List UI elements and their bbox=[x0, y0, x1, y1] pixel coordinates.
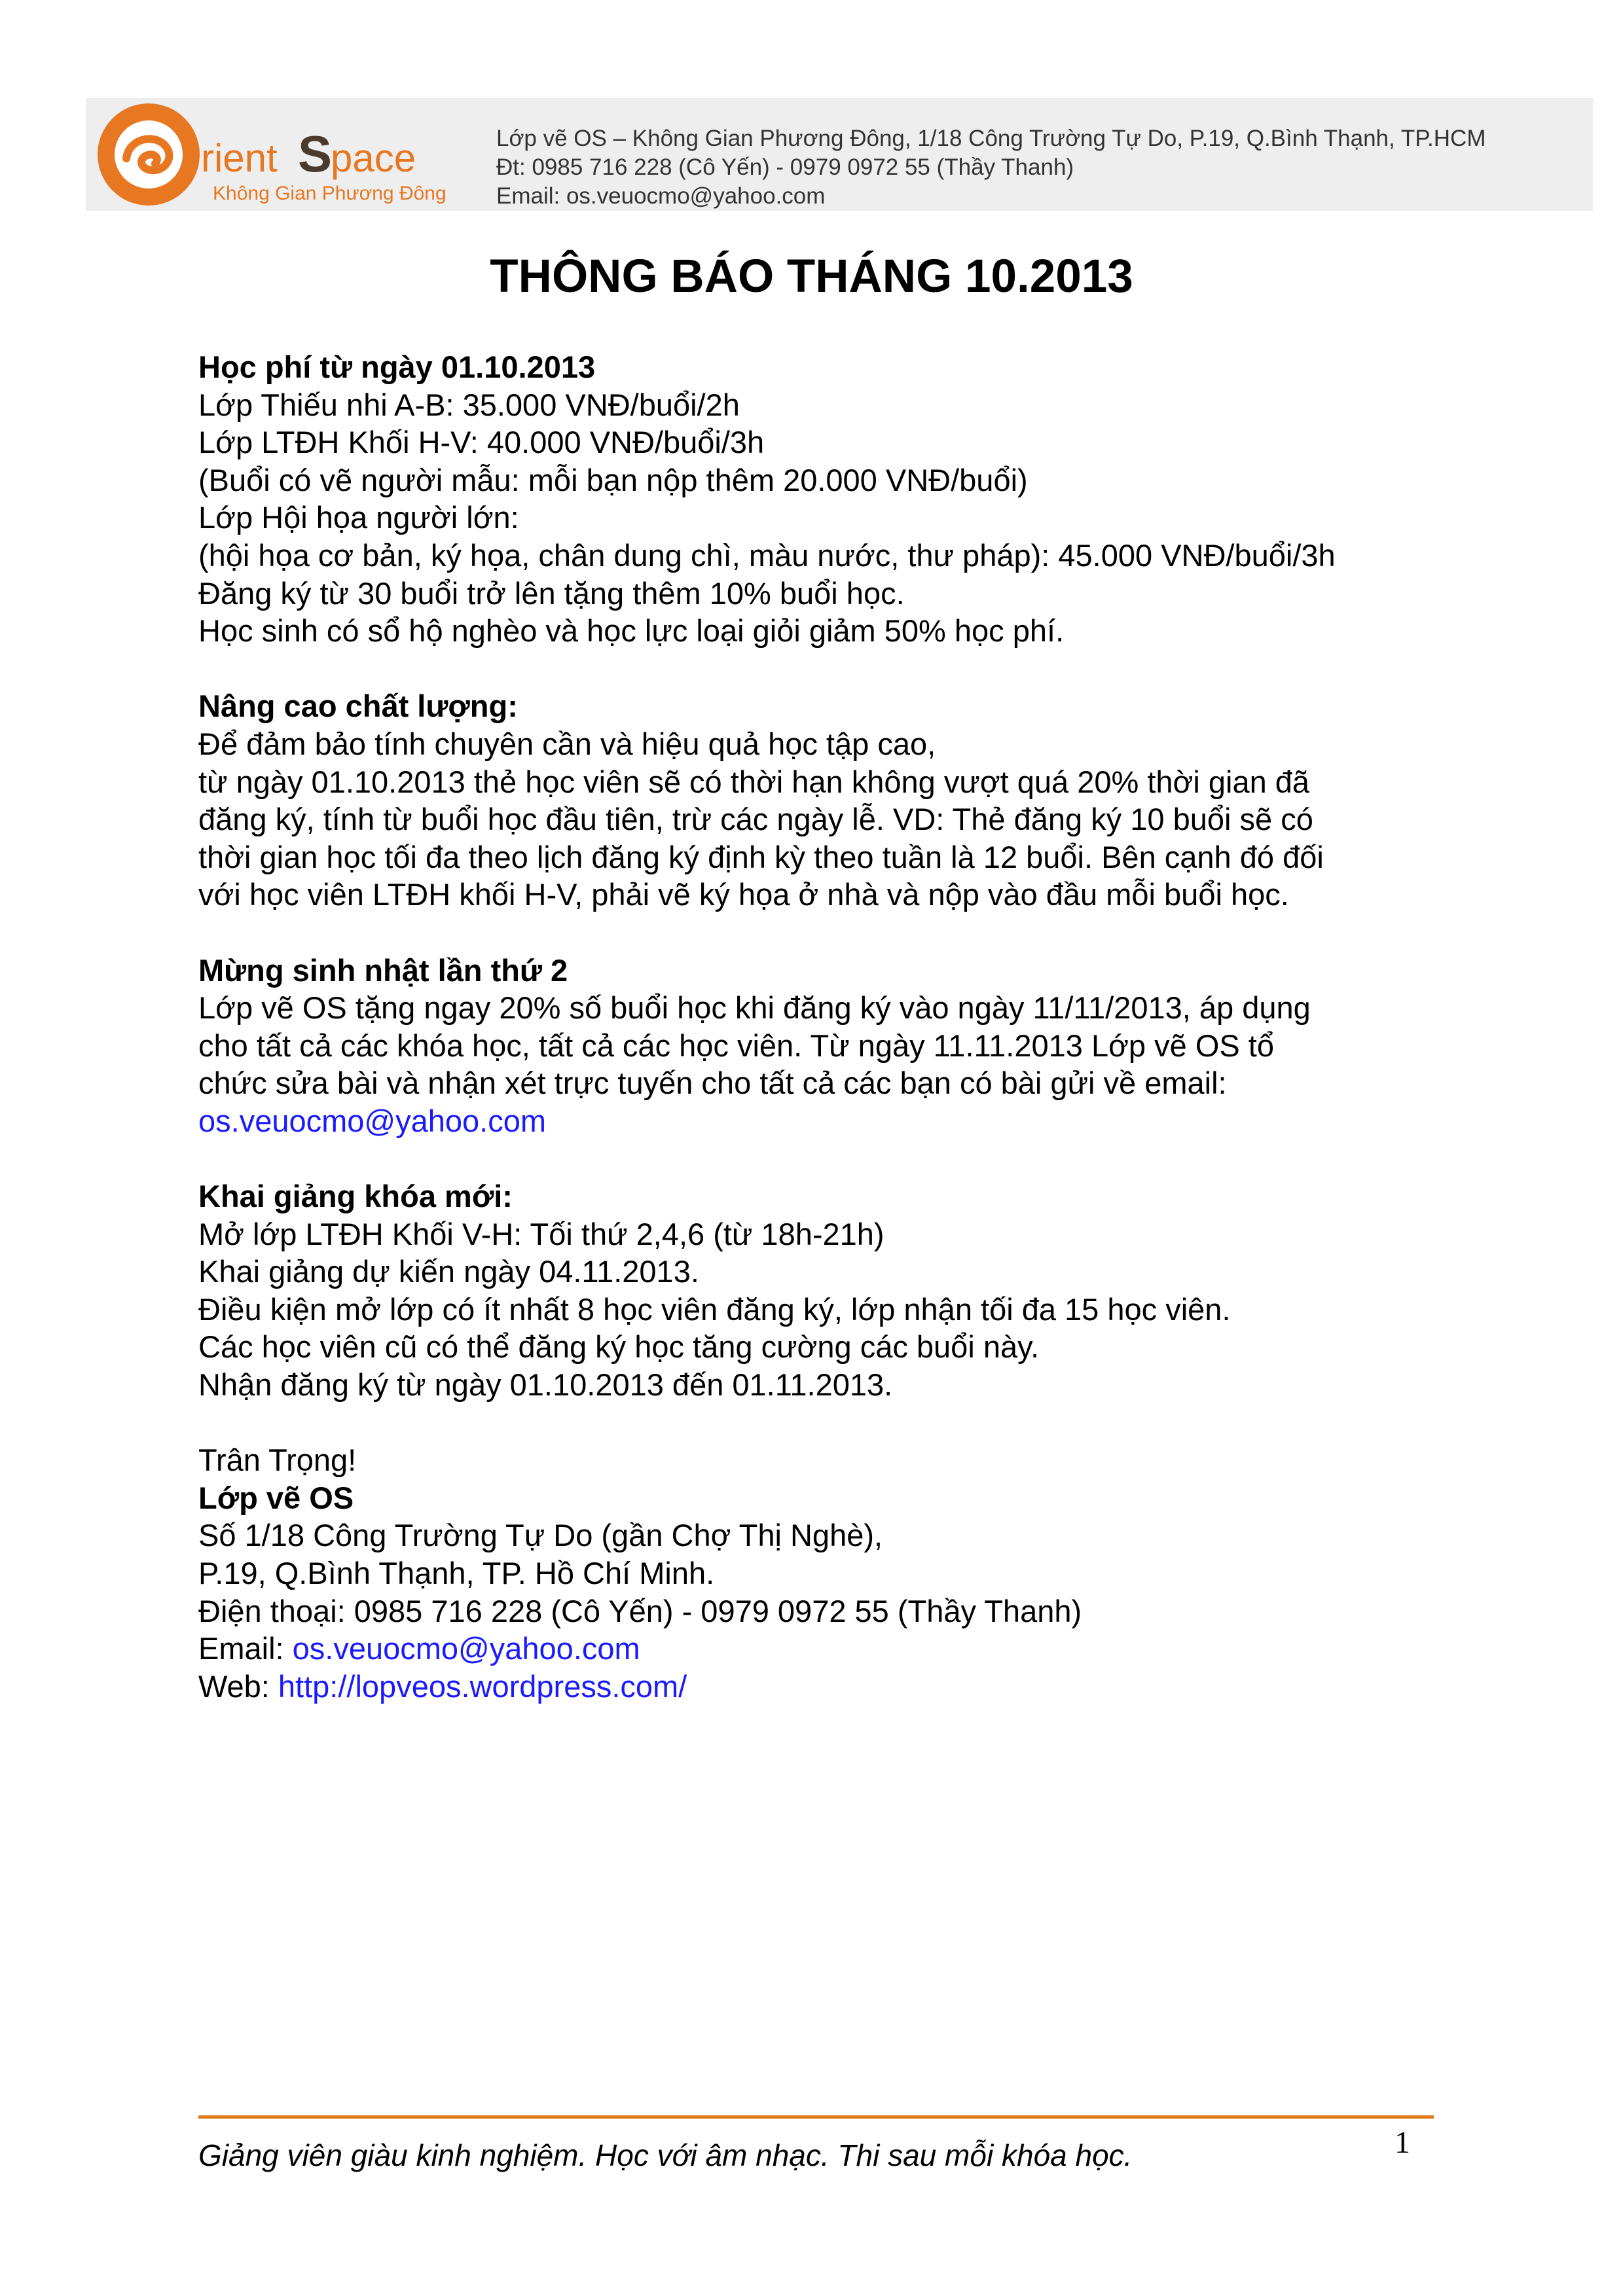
page-number: 1 bbox=[1395, 2125, 1410, 2160]
new-course-line: Khai giảng dự kiến ngày 04.11.2013. bbox=[198, 1254, 699, 1289]
tuition-line: Đăng ký từ 30 buổi trở lên tặng thêm 10% buổi học. bbox=[198, 575, 905, 611]
section-spacer bbox=[198, 1139, 1475, 1177]
new-course-line: Mở lớp LTĐH Khối V-H: Tối thứ 2,4,6 (từ 18h-21h) bbox=[198, 1216, 884, 1251]
section-spacer bbox=[198, 650, 1475, 688]
new-course-line: Nhận đăng ký từ ngày 01.10.2013 đến 01.11.2013. bbox=[198, 1367, 893, 1403]
closing-email-row bbox=[198, 1630, 1475, 1668]
tuition-line: Lớp Hội họa người lớn: bbox=[198, 500, 519, 535]
footer-note: Giảng viên giàu kinh nghiệm. Học với âm nhạc. Thi sau mỗi khóa học. bbox=[198, 2138, 1133, 2172]
closing-email-link[interactable]: os.veuocmo@yahoo.com bbox=[292, 1631, 640, 1666]
svg-text:S: S bbox=[298, 125, 333, 183]
closing-signature: Lớp vẽ OS bbox=[198, 1480, 354, 1515]
section-spacer bbox=[198, 914, 1475, 952]
section-spacer bbox=[198, 1404, 1475, 1442]
tuition-line: Học sinh có sổ hộ nghèo và học lực loại giỏi giảm 50% học phí. bbox=[198, 613, 1065, 649]
birthday-line: Lớp vẽ OS tặng ngay 20% số buổi học khi đăng ký vào ngày 11/11/2013, áp dụng bbox=[198, 990, 1311, 1026]
tuition-line: Lớp LTĐH Khối H-V: 40.000 VNĐ/buổi/3h bbox=[198, 425, 765, 460]
birthday-email-link[interactable]: os.veuocmo@yahoo.com bbox=[198, 1103, 547, 1138]
birthday-heading: Mừng sinh nhật lần thứ 2 bbox=[198, 952, 568, 988]
orient-space-logo bbox=[95, 98, 488, 211]
quality-line: Để đảm bảo tính chuyên cần và hiệu quả học tập cao, bbox=[198, 726, 936, 761]
letterhead-contact bbox=[496, 124, 1486, 211]
logo-graphic bbox=[95, 98, 488, 211]
closing-web-label: Web: bbox=[198, 1668, 278, 1704]
quality-heading: Nâng cao chất lượng: bbox=[198, 689, 518, 724]
new-course-line: Điều kiện mở lớp có ít nhất 8 học viên đăng ký, lớp nhận tối đa 15 học viên. bbox=[198, 1291, 1231, 1327]
closing-web-row bbox=[198, 1668, 1475, 1706]
page-title: THÔNG BÁO THÁNG 10.2013 bbox=[490, 251, 1133, 302]
letterhead-email: Email: os.veuocmo@yahoo.com bbox=[496, 183, 826, 209]
quality-line: từ ngày 01.10.2013 thẻ học viên sẽ có thời hạn không vượt quá 20% thời gian đã bbox=[198, 764, 1310, 799]
tuition-line: (hội họa cơ bản, ký họa, chân dung chì, màu nước, thư pháp): 45.000 VNĐ/buổi/3h bbox=[198, 537, 1336, 573]
closing-address-line: P.19, Q.Bình Thạnh, TP. Hồ Chí Minh. bbox=[198, 1556, 715, 1590]
quality-line: đăng ký, tính từ buổi học đầu tiên, trừ các ngày lễ. VD: Thẻ đăng ký 10 buổi sẽ có bbox=[198, 802, 1313, 837]
svg-text:pace: pace bbox=[331, 136, 416, 180]
closing-phone-line: Điện thoại: 0985 716 228 (Cô Yến) - 0979 0972 55 (Thầy Thanh) bbox=[198, 1593, 1082, 1628]
letterhead-address: Lớp vẽ OS – Không Gian Phương Đông, 1/18 Công Trường Tự Do, P.19, Q.Bình Thạnh, TP.HCM bbox=[496, 126, 1486, 151]
closing-web-link[interactable]: http://lopveos.wordpress.com/ bbox=[278, 1668, 687, 1704]
closing-email-label: Email: bbox=[198, 1631, 293, 1666]
tuition-line: Lớp Thiếu nhi A-B: 35.000 VNĐ/buổi/2h bbox=[198, 387, 740, 422]
quality-line: thời gian học tối đa theo lịch đăng ký định kỳ theo tuần là 12 buổi. Bên cạnh đó đối bbox=[198, 839, 1324, 874]
birthday-line: chức sửa bài và nhận xét trực tuyến cho tất cả các bạn có bài gửi về email: bbox=[198, 1066, 1227, 1101]
tuition-heading: Học phí từ ngày 01.10.2013 bbox=[198, 350, 596, 384]
new-course-line: Các học viên cũ có thể đăng ký học tăng cường các buổi này. bbox=[198, 1329, 1040, 1365]
quality-line: với học viên LTĐH khối H-V, phải vẽ ký họa ở nhà và nộp vào đầu mỗi buổi học. bbox=[198, 877, 1289, 912]
footer-rule bbox=[198, 2115, 1434, 2119]
logo-tagline: Không Gian Phương Đông bbox=[213, 183, 447, 204]
announcement-body bbox=[198, 348, 1475, 1705]
birthday-line: cho tất cả các khóa học, tất cả các học viên. Từ ngày 11.11.2013 Lớp vẽ OS tổ bbox=[198, 1028, 1274, 1063]
tuition-line: (Buổi có vẽ người mẫu: mỗi bạn nộp thêm 20.000 VNĐ/buổi) bbox=[198, 462, 1028, 497]
new-course-heading: Khai giảng khóa mới: bbox=[198, 1179, 513, 1214]
closing-address-line: Số 1/18 Công Trường Tự Do (gần Chợ Thị Nghè), bbox=[198, 1518, 883, 1553]
letterhead-phone: Đt: 0985 716 228 (Cô Yến) - 0979 0972 55 (Thầy Thanh) bbox=[496, 154, 1074, 180]
logo-brand-text: rient bbox=[201, 136, 278, 180]
closing-greeting: Trân Trọng! bbox=[198, 1443, 357, 1478]
